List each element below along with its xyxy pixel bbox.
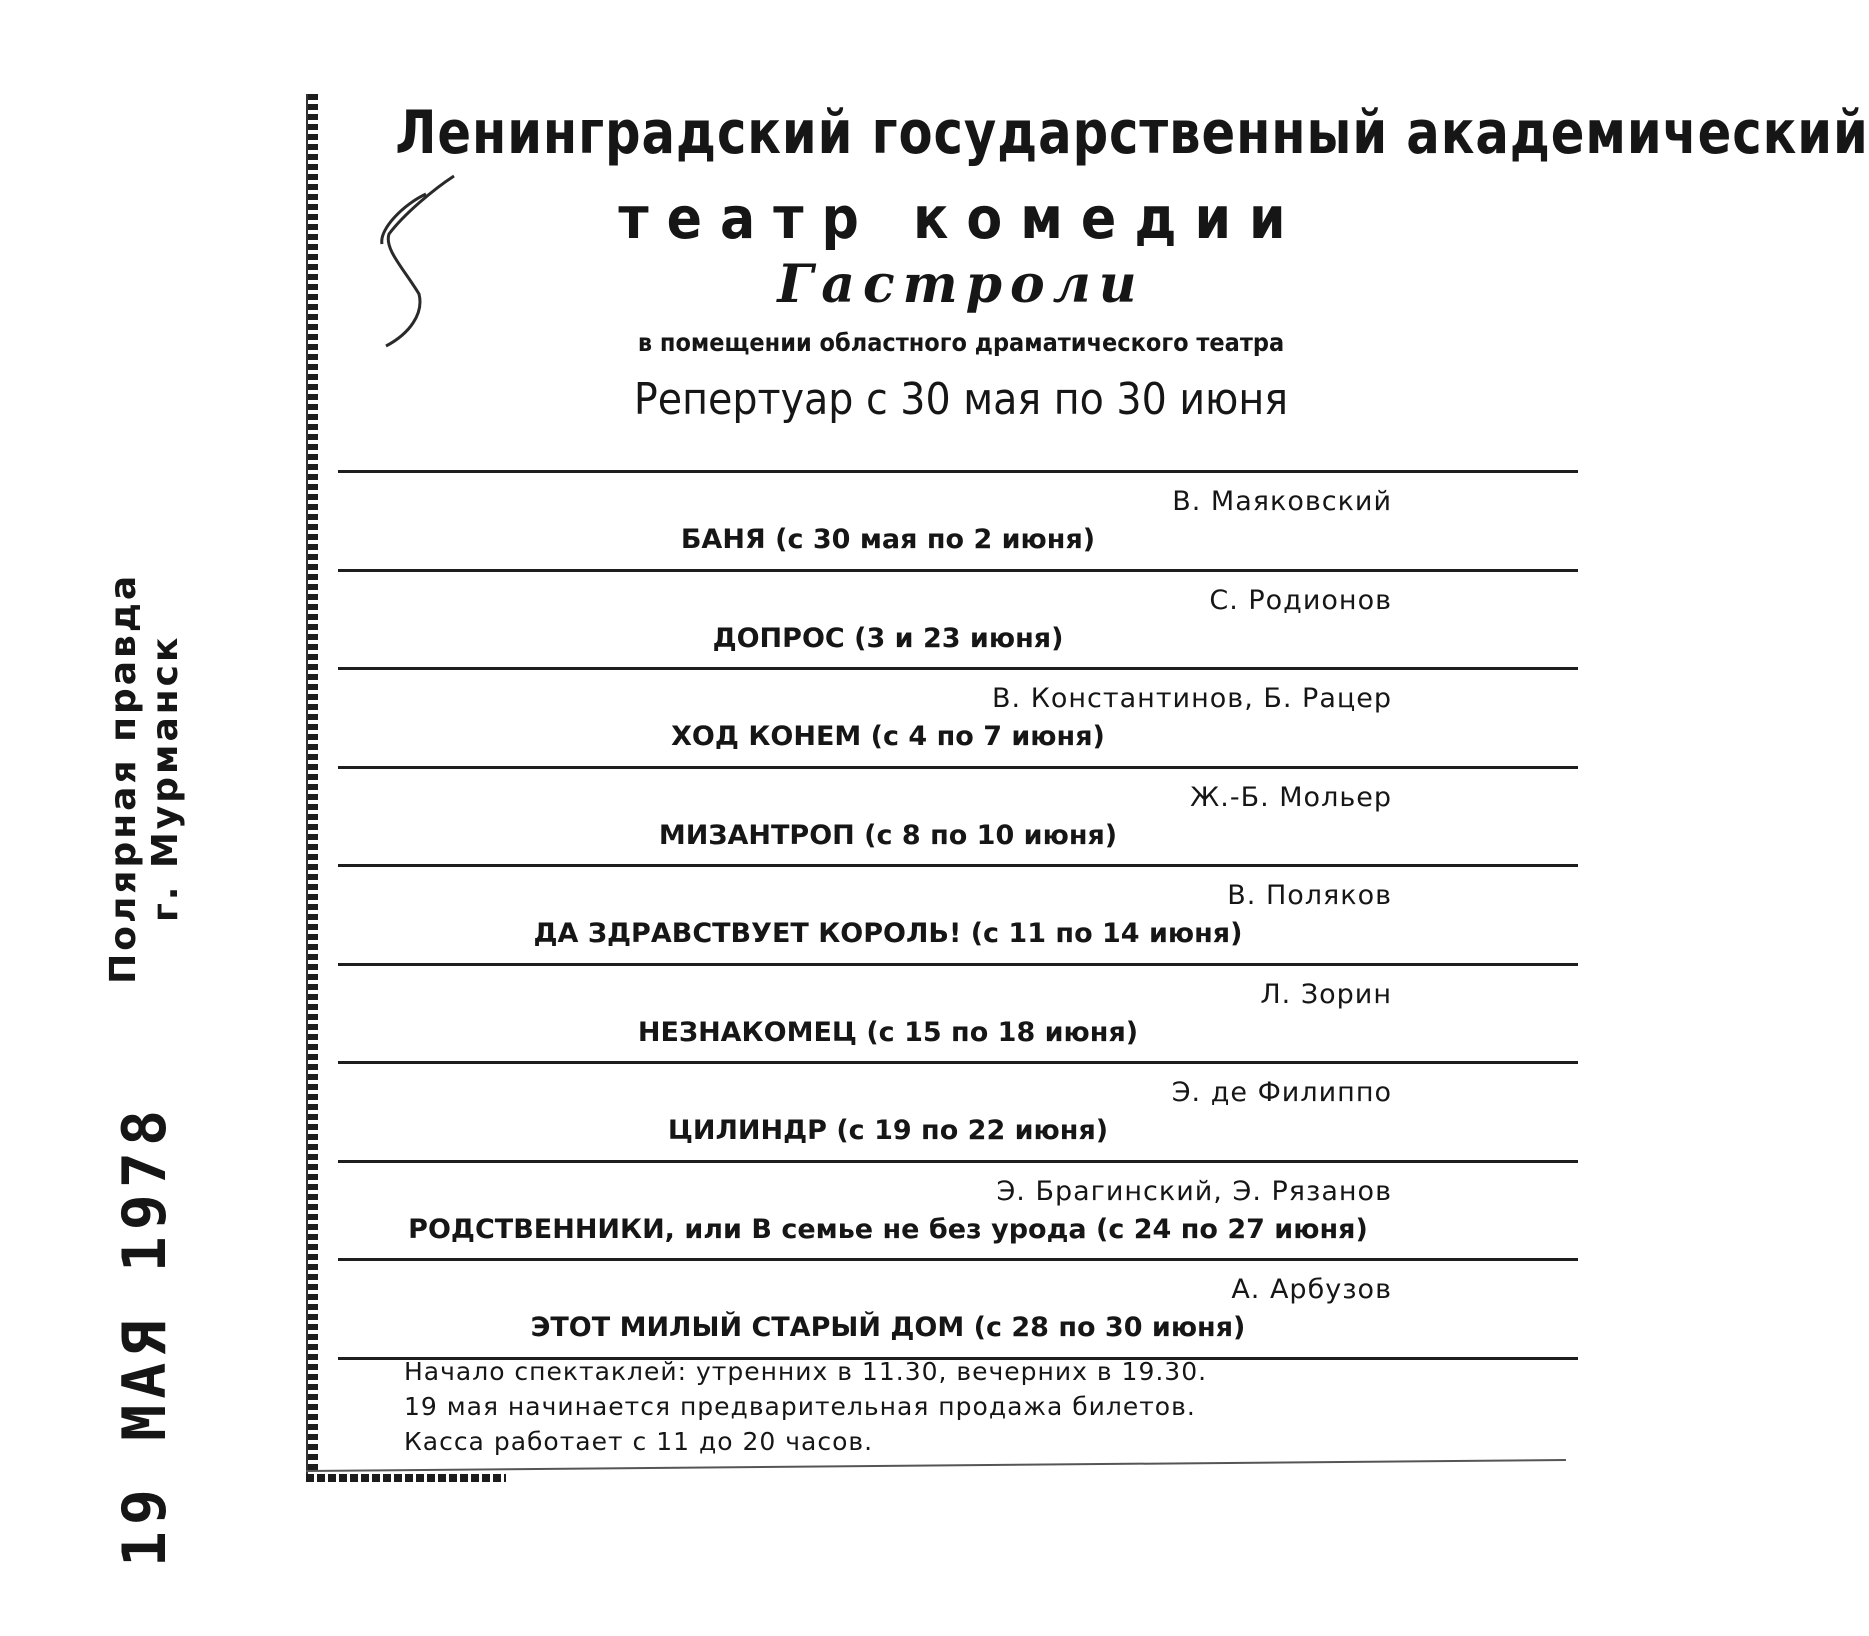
divider-rule bbox=[338, 569, 1578, 572]
notes bbox=[404, 1354, 1207, 1459]
divider-rule bbox=[338, 766, 1578, 769]
play-author: А. Арбузов bbox=[1231, 1274, 1392, 1305]
repertoire-line: Репертуар с 30 мая по 30 июня bbox=[633, 374, 1289, 425]
note-line: Касса работает с 11 до 20 часов. bbox=[404, 1427, 874, 1456]
divider-rule bbox=[338, 1160, 1578, 1163]
play-title: ДА ЗДРАВСТВУЕТ КОРОЛЬ! (с 11 по 14 июня) bbox=[533, 918, 1243, 949]
stamp-city: г. Мурманск bbox=[145, 634, 186, 923]
note-line: 19 мая начинается предварительная продажа билетов. bbox=[404, 1392, 1196, 1421]
stamp-newspaper: Полярная правда bbox=[103, 572, 144, 984]
play-title: ЭТОТ МИЛЫЙ СТАРЫЙ ДОМ (с 28 по 30 июня) bbox=[530, 1312, 1246, 1343]
theater-name: театр комедии bbox=[618, 184, 1304, 252]
divider-rule bbox=[338, 470, 1578, 473]
divider-rule bbox=[338, 963, 1578, 966]
stamp-date: 19 МАЯ 1978 bbox=[110, 1103, 180, 1568]
decorative-border bbox=[306, 94, 318, 1478]
theater-line: Ленинградский государственный академический bbox=[395, 98, 1869, 168]
play-title: ДОПРОС (3 и 23 июня) bbox=[712, 622, 1064, 654]
newspaper-clipping bbox=[306, 94, 1869, 1478]
play-author: В. Константинов, Б. Рацер bbox=[992, 683, 1392, 714]
play-title: ХОД КОНЕМ (с 4 по 7 июня) bbox=[671, 721, 1105, 752]
tour-heading: Гастроли bbox=[777, 254, 1145, 315]
play-author: Э. Брагинский, Э. Рязанов bbox=[996, 1175, 1392, 1207]
play-author: Л. Зорин bbox=[1260, 978, 1392, 1010]
play-author: С. Родионов bbox=[1209, 584, 1392, 616]
play-author: Ж.-Б. Мольер bbox=[1190, 781, 1392, 813]
decorative-border-bottom bbox=[306, 1474, 506, 1482]
venue-line: в помещении областного драматического театра bbox=[637, 328, 1285, 357]
play-title: БАНЯ (с 30 мая по 2 июня) bbox=[680, 524, 1096, 555]
play-title: РОДСТВЕННИКИ, или В семье не без урода (с 24 по 27 июня) bbox=[408, 1213, 1368, 1245]
divider-rule bbox=[338, 864, 1578, 867]
play-title: НЕЗНАКОМЕЦ (с 15 по 18 июня) bbox=[637, 1016, 1139, 1048]
note-line: Начало спектаклей: утренних в 11.30, вечерних в 19.30. bbox=[404, 1357, 1208, 1386]
play-author: В. Маяковский bbox=[1172, 486, 1392, 517]
play-title: ЦИЛИНДР (с 19 по 22 июня) bbox=[667, 1115, 1109, 1146]
play-author: В. Поляков bbox=[1227, 880, 1392, 911]
play-author: Э. де Филиппо bbox=[1171, 1077, 1392, 1108]
divider-rule bbox=[338, 1061, 1578, 1064]
divider-rule bbox=[338, 1258, 1578, 1261]
clipping-edge bbox=[306, 1459, 1566, 1472]
archive-stamp bbox=[95, 540, 195, 1600]
play-title: МИЗАНТРОП (с 8 по 10 июня) bbox=[658, 819, 1118, 851]
divider-rule bbox=[338, 667, 1578, 670]
